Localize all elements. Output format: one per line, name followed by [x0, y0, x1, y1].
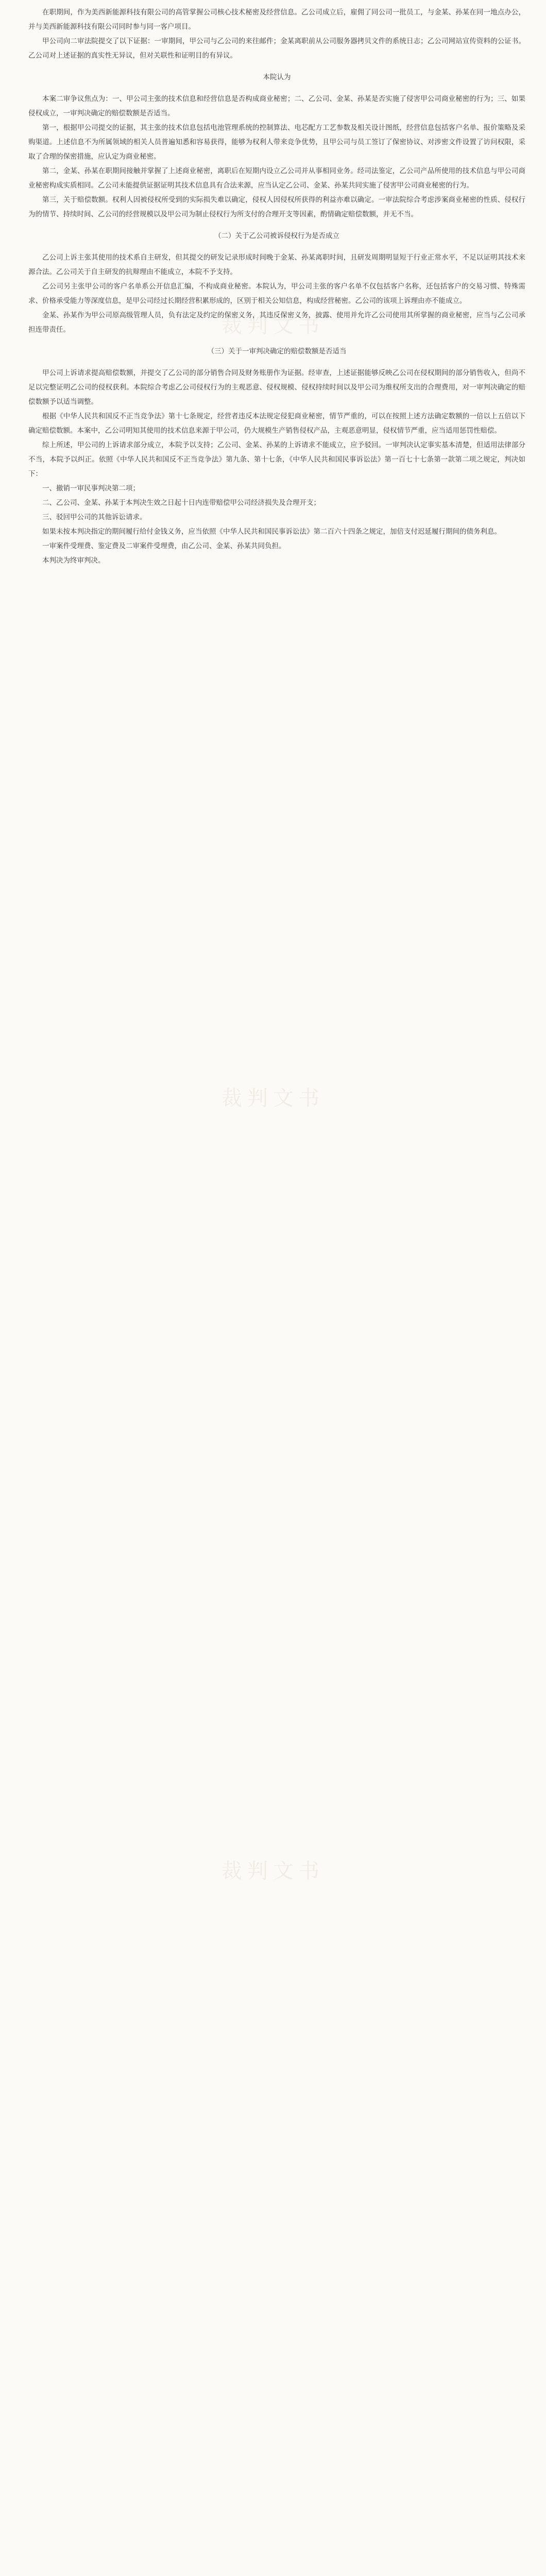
watermark-3: 裁判文书: [221, 1859, 325, 1883]
intro-paragraph: 甲公司向二审法院提交了以下证据：一审期间，甲公司与乙公司的来往邮件；金某离职前从公司服务器拷贝文件的系统日志；乙公司网站宣传资料的公证书。乙公司对上述证据的真实性无异议，但对关联性和证明目的有异议。: [28, 37, 525, 60]
section: [28, 337, 525, 481]
body-paragraph: 第一，根据甲公司提交的证据，其主张的技术信息包括电池管理系统的控制算法、电芯配方工艺参数及相关设计图纸，经营信息包括客户名单、报价策略及采购渠道。上述信息不为所属领域的相关人员普遍知悉和容易获得，能够为权利人带来竞争优势，且甲公司与员工签订了保密协议、对涉密文件设置了访问权限，采取了合理的保密措施，应认定为商业秘密。: [28, 124, 525, 161]
watermark-2: 裁判文书: [221, 1087, 325, 1110]
section: [28, 222, 525, 337]
body-paragraph: 第二，金某、孙某在职期间接触并掌握了上述商业秘密，离职后在短期内设立乙公司并从事相同业务。经司法鉴定，乙公司产品所使用的技术信息与甲公司商业秘密构成实质相同。乙公司未能提供证据证明其技术信息具有合法来源，应当认定乙公司、金某、孙某共同实施了侵害甲公司商业秘密的行为。: [28, 167, 525, 190]
section-heading: 本院认为: [263, 73, 291, 81]
closing-paragraph: 如果未按本判决指定的期间履行给付金钱义务，应当依照《中华人民共和国民事诉讼法》第二百六十四条之规定，加倍支付迟延履行期间的债务利息。: [42, 528, 501, 536]
body-paragraph: 乙公司另主张甲公司的客户名单系公开信息汇编，不构成商业秘密。本院认为，甲公司主张的客户名单不仅包括客户名称，还包括客户的交易习惯、特殊需求、价格承受能力等深度信息，是甲公司经过长期经营积累形成的，区别于相关公知信息，构成经营秘密。乙公司的该项上诉理由亦不能成立。: [28, 282, 525, 305]
body-paragraph: 金某、孙某作为甲公司原高级管理人员，负有法定及约定的保密义务，其违反保密义务，披露、使用并允许乙公司使用其所掌握的商业秘密，应当与乙公司承担连带责任。: [28, 311, 525, 334]
document-body: [28, 5, 525, 568]
section-heading: （二）关于乙公司被诉侵权行为是否成立: [214, 232, 339, 240]
watermark-1: 裁判文书: [221, 314, 325, 337]
intro-paragraph: 在职期间，作为美西新能源科技有限公司的高管掌握公司核心技术秘密及经营信息。乙公司成立后，雇佣了同公司一批员工，与金某、孙某在同一地点办公，并与美西新能源科技有限公司同时参与同一客户项目。: [28, 8, 525, 31]
judgment-item: 一、撤销一审民事判决第二项；: [42, 484, 140, 493]
judgment-list: [28, 481, 525, 524]
body-paragraph: 甲公司上诉请求提高赔偿数额，并提交了乙公司的部分销售合同及财务账册作为证据。经审查，上述证据能够反映乙公司在侵权期间的部分销售收入，但尚不足以完整证明乙公司的侵权获利。本院综合考虑乙公司侵权行为的主观恶意、侵权规模、侵权持续时间以及甲公司为维权所支出的合理费用，对一审判决确定的赔偿数额予以适当调整。: [28, 369, 525, 406]
section: [28, 63, 525, 222]
closing-block: [28, 524, 525, 568]
body-paragraph: 根据《中华人民共和国反不正当竞争法》第十七条规定，经营者违反本法规定侵犯商业秘密，情节严重的，可以在按照上述方法确定数额的一倍以上五倍以下确定赔偿数额。本案中，乙公司明知其使用的技术信息来源于甲公司，仍大规模生产销售侵权产品，主观恶意明显，侵权情节严重，应当适用惩罚性赔偿。: [28, 412, 525, 435]
intro-block: [28, 5, 525, 63]
section-heading: （三）关于一审判决确定的赔偿数额是否适当: [207, 347, 347, 355]
body-paragraph: 本案二审争议焦点为：一、甲公司主张的技术信息和经营信息是否构成商业秘密；二、乙公司、金某、孙某是否实施了侵害甲公司商业秘密的行为；三、如果侵权成立，一审判决确定的赔偿数额是否适当。: [28, 95, 525, 117]
body-paragraph: 乙公司上诉主张其使用的技术系自主研发，但其提交的研发记录形成时间晚于金某、孙某离职时间，且研发周期明显短于行业正常水平，不足以证明其技术来源合法。乙公司关于自主研发的抗辩理由不能成立，本院不予支持。: [28, 253, 525, 276]
closing-paragraph: 本判决为终审判决。: [42, 556, 105, 565]
judgment-item: 三、驳回甲公司的其他诉讼请求。: [42, 513, 147, 521]
body-paragraph: 第三，关于赔偿数额。权利人因被侵权所受到的实际损失难以确定，侵权人因侵权所获得的利益亦难以确定。一审法院综合考虑涉案商业秘密的性质、侵权行为的情节、持续时间、乙公司的经营规模以及甲公司为制止侵权行为所支付的合理开支等因素，酌情确定赔偿数额，并无不当。: [28, 196, 525, 218]
judgment-item: 二、乙公司、金某、孙某于本判决生效之日起十日内连带赔偿甲公司经济损失及合理开支；: [42, 499, 320, 507]
closing-paragraph: 一审案件受理费、鉴定费及二审案件受理费，由乙公司、金某、孙某共同负担。: [42, 542, 286, 550]
body-paragraph: 综上所述，甲公司的上诉请求部分成立，本院予以支持；乙公司、金某、孙某的上诉请求不能成立，应予驳回。一审判决认定事实基本清楚，但适用法律部分不当，本院予以纠正。依照《中华人民共和国反不正当竞争法》第九条、第十七条，《中华人民共和国民事诉讼法》第一百七十七条第一款第二项之规定，判决如下：: [28, 441, 525, 478]
